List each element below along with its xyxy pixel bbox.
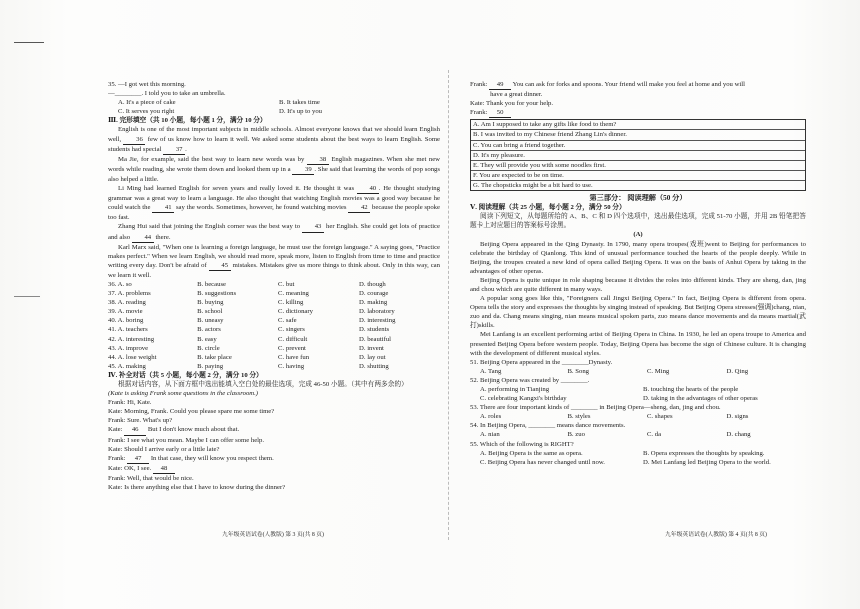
blank-46: 46 xyxy=(124,425,146,435)
option-d: D. It's up to you xyxy=(279,108,323,116)
blank-48: 48 xyxy=(153,464,175,474)
cloze-option-row: 45. A. making B. paying C. having D. shutting xyxy=(108,362,389,370)
option-c: C. It serves you right xyxy=(118,108,175,116)
dialog-line: Frank: Well, that would be nice. xyxy=(108,474,194,482)
box-option: F. You are expected to be on time. xyxy=(471,171,805,181)
question-stem: 53. There are four important kinds of ________ in Beijing Opera—sheng, dan, jing and chou. xyxy=(470,404,721,412)
question-options: A. roles B. styles C. shapes D. signs xyxy=(480,413,749,421)
passage-paragraph: A popular song goes like this, "Foreigners call Jingxi Beijing Opera." In fact, Beijing Opera is different from opera. Opera tells the story and expresses the thoughts by singing instead of speaking. But Beijing Opera stresses(强调)chang, nian, zuo and da. Chang means singing, nian means musical spoken parts, zuo means dance movements and da means martial(武打)skills. xyxy=(470,295,806,330)
dialog-line: Kate: 46 But I don't know much about that. xyxy=(108,425,440,435)
passage-paragraph: Beijing Opera appeared in the Qing Dynasty. In 1790, many opera troupes(戏班)went to Beijing for performances to celebrate the birthday of Qianlong. This kind of unusual performance touched the hearts of the people deeply. While in Beijing, the troupes created a new kind of opera called Beijing Opera. It was on the basis of Anhui Opera by taking in the advantages of other operas. xyxy=(470,240,806,275)
blank-37: 37 xyxy=(163,145,185,155)
question-options: A. performing in Tianjing B. touching the hearts of the people C. celebrating Kangxi's birthday D. taking in the advantages of other operas xyxy=(480,386,758,403)
dialog-line: Kate: Thank you for your help. xyxy=(470,100,554,108)
dialog-line: Frank: Sure. What's up? xyxy=(108,417,173,425)
question-options: A. nian B. zuo C. da D. chang xyxy=(480,431,751,439)
dialog-context: (Kate is asking Frank some questions in the classroom.) xyxy=(108,390,259,398)
box-option: C. You can bring a friend together. xyxy=(471,141,805,151)
question-53 xyxy=(470,403,806,421)
passage-label: (A) xyxy=(633,231,643,239)
dialog-line: Frank: 50 xyxy=(470,108,806,118)
cloze-option-row: 40. A. boring B. uneasy C. safe D. interesting xyxy=(108,317,396,325)
left-page xyxy=(108,80,440,492)
binding-margin-mark xyxy=(14,42,44,43)
section-4-instructions: 根据对话内容，从下面方框中选出能填入空白处的最佳选项，完成 46-50 小题。（其中有两多余的） xyxy=(118,381,408,388)
blank-49: 49 xyxy=(489,80,511,90)
question-35-prompt: 35. —I got wet this morning. xyxy=(108,81,186,88)
blank-45: 45 xyxy=(209,261,231,271)
box-option: B. I was invited to my Chinese friend Zhang Lin's dinner. xyxy=(471,130,805,140)
passage-paragraph: Beijing Opera is quite unique in role shaping because it divides the roles into different kinds. They are sheng, dan, jing and chou which are quite different in many ways. xyxy=(470,276,806,293)
cloze-option-row: 36. A. so B. because C. but D. though xyxy=(108,280,386,288)
cloze-option-row: 37. A. problems B. suggestions C. meaning D. courage xyxy=(108,290,389,298)
cloze-option-row: 41. A. teachers B. actors C. singers D. students xyxy=(108,326,390,334)
section-3-title: Ⅲ. 完形填空（共 10 小题，每小题 1 分，满分 10 分） xyxy=(108,117,267,125)
question-35-options xyxy=(108,98,440,116)
blank-42: 42 xyxy=(348,203,370,213)
blank-38: 38 xyxy=(307,155,329,165)
dialog-line: Kate: Is there anything else that I have to know during the dinner? xyxy=(108,484,286,492)
box-option: G. The chopsticks might be a bit hard to use. xyxy=(473,181,593,189)
page-divider xyxy=(448,70,449,540)
question-35-reply: —________. I told you to take an umbrella. xyxy=(108,90,226,98)
dialog-line: Kate: Morning, Frank. Could you please spare me some time? xyxy=(108,408,275,416)
dialog-options-box xyxy=(470,119,806,191)
part-3-title: 第三部分： 阅读理解（50 分） xyxy=(589,194,687,203)
section-5-instructions: 阅读下列短文，从每题所给的 A、B、C 和 D 四个选项中，选出最佳选项，完成 51-70 小题，并用 2B 铅笔把答题卡上对应题目的答案标号涂黑。 xyxy=(470,213,806,230)
blank-36: 36 xyxy=(123,135,145,145)
cloze-paragraph-2: Ma Jie, for example, said the best way to learn new words was by 38 English magazines. When she met new words while reading, she wrote them down and looked them up in a 39 . She said that learning the words of pop songs also helped a little. xyxy=(108,155,440,183)
dialog-line: Frank: 47 In that case, they will know you respect them. xyxy=(108,454,440,464)
cloze-paragraph-3: Li Ming had learned English for seven years and really loved it. He thought it was 40 . He thought studying grammar was a great way to learn a language. He also thought that watching English movies was a good way because he could watch the 41 say the words. Sometimes, however, he found watching movies 42 because the people spoke too fast. xyxy=(108,185,440,222)
blank-40: 40 xyxy=(357,184,379,194)
cloze-options xyxy=(108,280,440,371)
dialog-line: Frank: 49 You can ask for forks and spoons. Your friend will make you feel at home and you will xyxy=(470,80,806,90)
blank-43: 43 xyxy=(302,222,324,232)
question-55 xyxy=(470,440,806,467)
question-51 xyxy=(470,358,806,376)
cloze-option-row: 42. A. interesting B. easy C. difficult D. beautiful xyxy=(108,335,391,343)
box-option: A. Am I supposed to take any gifts like food to them? xyxy=(471,120,805,130)
question-stem: 54. In Beijing Opera, ________ means dance movements. xyxy=(470,422,626,430)
dialog-line: Kate: OK, I see. 48 xyxy=(108,464,440,474)
section-4-title: Ⅳ. 补全对话（共 5 小题，每小题 2 分，满分 10 分） xyxy=(108,371,263,379)
cloze-paragraph-5: Karl Marx said, "When one is learning a foreign language, he must use the foreign language." A saying goes, "Practice makes perfect." When we learn English, we should read more, speak more, listen to English from time to time and practice writing every day. Don't be afraid of 45 mistakes. Mistakes give us more things to think about. Only in this way, can we learn it well. xyxy=(108,243,440,279)
blank-47: 47 xyxy=(127,454,149,464)
question-stem: 51. Beijing Opera appeared in the ________Dynasty. xyxy=(470,358,613,366)
box-option: E. They will provide you with some noodles first. xyxy=(471,161,805,171)
question-54 xyxy=(470,421,806,439)
dialog-line: have a great dinner. xyxy=(470,91,543,99)
question-options: A. Beijing Opera is the same as opera. B. Opera expresses the thoughts by speaking. C. Beijing Opera has never changed until now. D. Mei Lanfang led Beijing Opera to the world. xyxy=(480,449,771,466)
box-option: D. It's my pleasure. xyxy=(471,151,805,161)
question-stem: 52. Beijing Opera was created by ________. xyxy=(470,376,590,384)
blank-50: 50 xyxy=(489,108,511,118)
blank-39: 39 xyxy=(292,165,314,175)
question-52 xyxy=(470,376,806,403)
question-stem: 55. Which of the following is RIGHT? xyxy=(470,440,574,448)
option-b: B. It takes time xyxy=(279,99,320,107)
dialog-line: Frank: I see what you mean. Maybe I can offer some help. xyxy=(108,436,265,444)
option-a: A. It's a piece of cake xyxy=(118,99,176,107)
section-5-title: Ⅴ. 阅读理解（共 25 小题，每小题 2 分，满分 50 分） xyxy=(470,204,626,212)
dialog-line: Frank: Hi, Kate. xyxy=(108,399,152,407)
blank-44: 44 xyxy=(132,233,154,243)
cloze-option-row: 38. A. reading B. buying C. killing D. making xyxy=(108,299,388,307)
cloze-paragraph-1: English is one of the most important subjects in middle schools. Almost everyone knows that we should learn English well, 36 few of us know how to learn it well. We asked some students about the best ways to learn English. Some students had special 37 . xyxy=(108,125,440,154)
page-footer-4: 九年级英语试卷(人教版) 第 4 页(共 8 页) xyxy=(665,532,767,538)
page-footer-3: 九年级英语试卷(人教版) 第 3 页(共 8 页) xyxy=(222,532,324,538)
dialog-lines xyxy=(108,398,440,492)
blank-41: 41 xyxy=(152,203,174,213)
cloze-option-row: 44. A. lose weight B. take place C. have fun D. lay out xyxy=(108,353,386,361)
cloze-option-row: 39. A. movie B. school C. dictionary D. laboratory xyxy=(108,308,395,316)
right-page xyxy=(470,80,806,467)
cloze-option-row: 43. A. improve B. circle C. prevent D. invent xyxy=(108,344,384,352)
dialog-line: Kate: Should I arrive early or a little late? xyxy=(108,445,220,453)
binding-margin-mark xyxy=(14,296,40,297)
question-options: A. Tang B. Song C. Ming D. Qing xyxy=(480,367,749,375)
passage-paragraph: Mei Lanfang is an excellent performing artist of Beijing Opera in China. In 1930, he led an opera troupe to America and presented Beijing Opera before western people. Today, Beijing Opera has become the sign of Chinese culture. It is changing with the development of different musical styles. xyxy=(470,331,806,357)
cloze-paragraph-4: Zhang Hui said that joining the English corner was the best way to 43 her English. She could get lots of practice and also 44 there. xyxy=(108,222,440,242)
